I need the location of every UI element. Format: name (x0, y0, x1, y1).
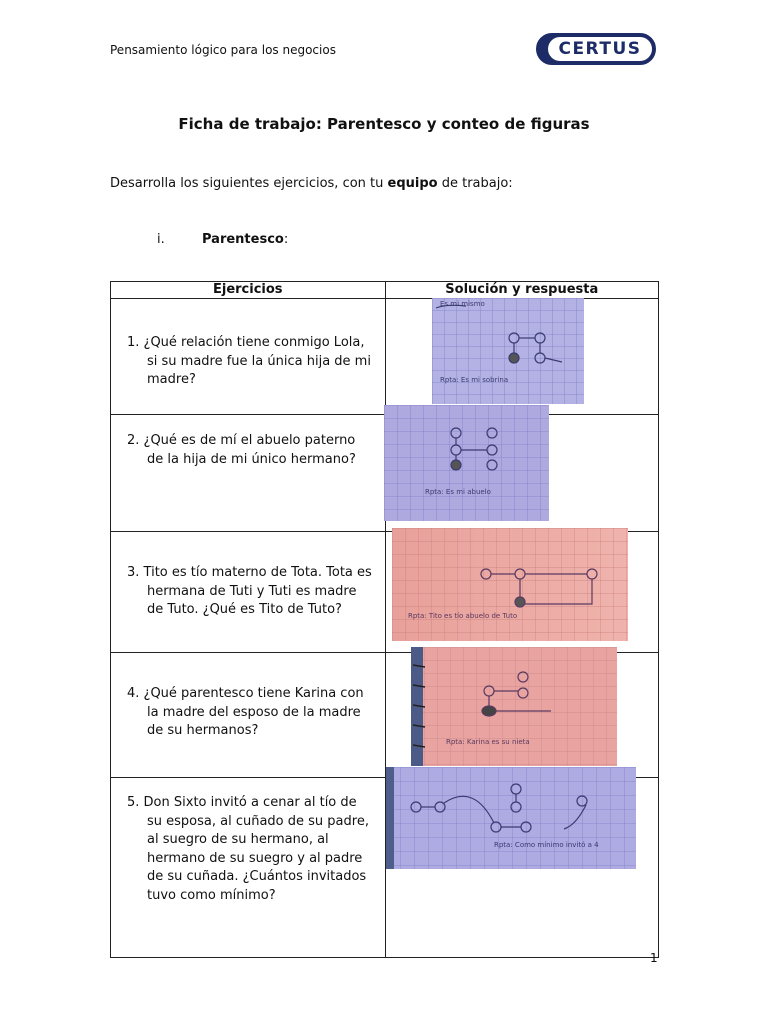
question-text: ¿Qué parentesco tiene Karina con la madre del esposo de la madre de su hermanos? (143, 686, 364, 738)
section-number: i. (157, 232, 165, 247)
column-header-solution: Solución y respuesta (385, 282, 658, 299)
question-number: 5. (127, 795, 140, 810)
photo-1-label: Es mi mismo (440, 300, 485, 308)
solution-photo-2 (384, 405, 549, 521)
intro-before: Desarrolla los siguientes ejercicios, con tu (110, 176, 388, 191)
header-course-title: Pensamiento lógico para los negocios (110, 43, 336, 57)
family-tree-sketch-4 (411, 647, 617, 766)
question-cell (111, 299, 386, 415)
family-tree-sketch-2 (384, 405, 549, 521)
photo-1-note: Rpta: Es mi sobrina (440, 376, 509, 384)
question-number: 4. (127, 686, 140, 701)
family-tree-sketch-3 (392, 528, 628, 641)
question-text: ¿Qué relación tiene conmigo Lola, si su madre fue la única hija de mi madre? (143, 335, 371, 387)
column-header-exercises: Ejercicios (111, 282, 386, 299)
question-text: Don Sixto invitó a cenar al tío de su esposa, al cuñado de su padre, al suegro de su hermano, al hermano de su suegro y al padre de su cuñada. ¿Cuántos invitados tuvo como mínimo? (143, 795, 369, 903)
photo-5-note: Rpta: Como mínimo invitó a 4 (494, 841, 599, 849)
intro-text (110, 176, 513, 191)
section-heading (157, 232, 288, 247)
page-number: 1 (650, 951, 658, 965)
photo-4-note: Rpta: Karina es su nieta (446, 738, 530, 746)
family-tree-sketch-1 (432, 298, 584, 404)
question-cell (111, 532, 386, 653)
solution-photo-4 (411, 647, 617, 766)
question-cell (111, 653, 386, 778)
solution-photo-1 (432, 298, 584, 404)
solution-photo-5 (386, 767, 636, 869)
question-number: 3. (127, 565, 140, 580)
photo-2-note: Rpta: Es mi abuelo (425, 488, 491, 496)
page-title: Ficha de trabajo: Parentesco y conteo de figuras (178, 115, 590, 133)
intro-bold: equipo (387, 176, 438, 191)
section-colon: : (283, 232, 289, 247)
logo-text: CERTUS (558, 39, 642, 59)
question-text: Tito es tío materno de Tota. Tota es hermana de Tuti y Tuti es madre de Tuto. ¿Qué es Tito de Tuto? (143, 565, 372, 617)
certus-logo (536, 33, 656, 65)
intro-after: de trabajo: (437, 176, 513, 191)
question-cell (111, 778, 386, 958)
table-header-row (111, 282, 659, 299)
solution-photo-3 (392, 528, 628, 641)
section-label: Parentesco (202, 232, 284, 247)
photo-3-note: Rpta: Tito es tío abuelo de Tuto (408, 612, 518, 620)
question-text: ¿Qué es de mí el abuelo paterno de la hija de mi único hermano? (143, 433, 356, 467)
family-tree-sketch-5 (386, 767, 636, 869)
question-number: 1. (127, 335, 140, 350)
question-number: 2. (127, 433, 140, 448)
question-cell (111, 415, 386, 532)
